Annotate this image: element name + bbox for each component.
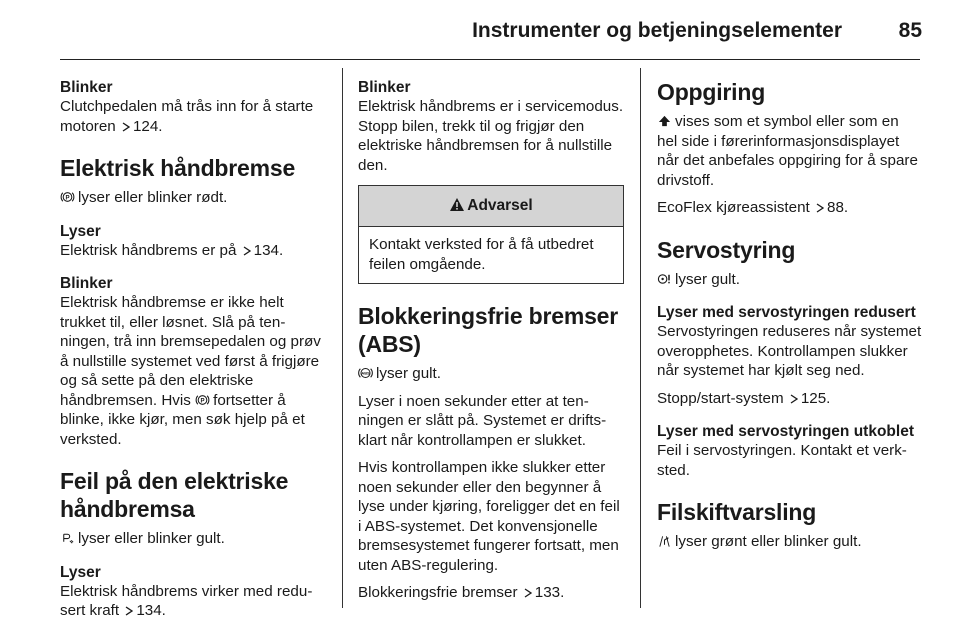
paragraph: vises som et symbol eller som en hel side i førerinformasjonsdisplayet når det anbefales oppgiring for å spare drivstoff. (657, 113, 918, 189)
arrow-ref-icon (816, 203, 824, 213)
page-title: Instrumenter og betjeningselementer (472, 19, 842, 42)
upshift-icon (657, 114, 672, 128)
warning-title: Advarsel (467, 197, 533, 214)
paragraph: Elektrisk håndbremse er ikke helt trukket til, eller løsnet. Slå på tenningen, trå inn bremsepedalen og prøv å nullstille systemet ved først å frigjøre og så sette på den elektriske håndbremsen. Hvis P fortsetter å blinke, ikke kjør, men søk hjelp på et verksted. (60, 294, 321, 448)
paragraph: EcoFlex kjøreassistent 88. (657, 199, 849, 216)
svg-text:ABS: ABS (361, 370, 370, 376)
svg-text:P: P (65, 194, 70, 202)
abs-icon (358, 366, 373, 380)
warning-triangle-icon (449, 197, 465, 212)
power-steering-icon (657, 272, 672, 286)
paragraph: P lyser eller blinker rødt. (60, 188, 330, 208)
column-2 (358, 78, 624, 603)
paragraph: lyser grønt eller blinker gult. (657, 532, 922, 552)
paragraph: Servostyringen reduseres når systemet overopphetes. Kontrollampen slukker når systemet har kjølt seg ned. (657, 323, 922, 379)
paragraph: ABS lyser gult. (358, 364, 624, 384)
arrow-ref-icon (122, 122, 130, 132)
section-title: Feil på den elektriske håndbremsa (60, 468, 289, 522)
arrow-ref-icon (125, 606, 133, 616)
paragraph: Elektrisk håndbrems virker med redusert kraft 134. (60, 582, 313, 619)
svg-text:P: P (200, 396, 205, 404)
arrow-ref-icon (243, 246, 251, 256)
brake-fault-icon (60, 531, 75, 545)
paragraph: Elektrisk håndbrems er i servicemodus. Stopp bilen, trekk til og frigjør den elektriske håndbremsen for å nullstille den. (358, 98, 624, 174)
lane-change-icon (657, 534, 672, 548)
paragraph: Lyser i noen sekunder etter at tenningen er slått på. Systemet er driftsklart når kontrollampen er slukket. (358, 392, 607, 449)
subheading: Lyser (60, 222, 101, 240)
section-title: Blokkeringsfrie bremser (ABS) (358, 303, 619, 357)
paragraph: lyser eller blinker gult. (60, 529, 330, 549)
warning-box (358, 185, 624, 284)
paragraph: Clutchpedalen må trås inn for å starte motoren 124. (60, 98, 314, 135)
section-title: Servostyring (657, 236, 796, 263)
page-number: 85 (898, 19, 922, 42)
paragraph: Feil i servostyringen. Kontakt et verksted. (657, 442, 907, 479)
subheading: Lyser med servostyringen utkoblet (657, 423, 914, 440)
subheading: Blinker (60, 275, 113, 292)
arrow-ref-icon (524, 588, 532, 598)
paragraph: Hvis kontrollampen ikke slukker etter noen sekunder eller den begynner å lyse under kjøring, foreligger det en feil i ABS-systemet. Det konvensjonelle bremsesystemet fungerer fortsatt, men uten ABS-regulering. (358, 459, 620, 574)
subheading: Blinker (358, 79, 411, 96)
column-1 (60, 78, 330, 621)
header-rule (60, 59, 920, 60)
parking-brake-icon (60, 190, 75, 204)
subheading: Lyser med servostyringen redusert (657, 304, 916, 321)
parking-brake-icon (195, 393, 210, 407)
column-divider (640, 68, 641, 608)
subheading: Lyser (60, 563, 101, 581)
paragraph: Stopp/start-system 125. (657, 389, 831, 407)
column-divider (342, 68, 343, 608)
section-title: Elektrisk håndbremse (60, 155, 296, 181)
section-title: Filskiftvarsling (657, 499, 817, 525)
warning-text: Kontakt verksted for å få utbedret feilen omgående. (369, 236, 594, 273)
warning-header (359, 186, 623, 227)
column-3 (657, 78, 922, 552)
arrow-ref-icon (790, 394, 798, 404)
subheading: Blinker (60, 79, 113, 96)
page-header (0, 0, 960, 64)
paragraph: lyser gult. (657, 270, 922, 290)
section-title: Oppgiring (657, 79, 766, 105)
paragraph: Blokkeringsfrie bremser 133. (358, 584, 565, 601)
paragraph: Elektrisk håndbrems er på 134. (60, 241, 284, 259)
